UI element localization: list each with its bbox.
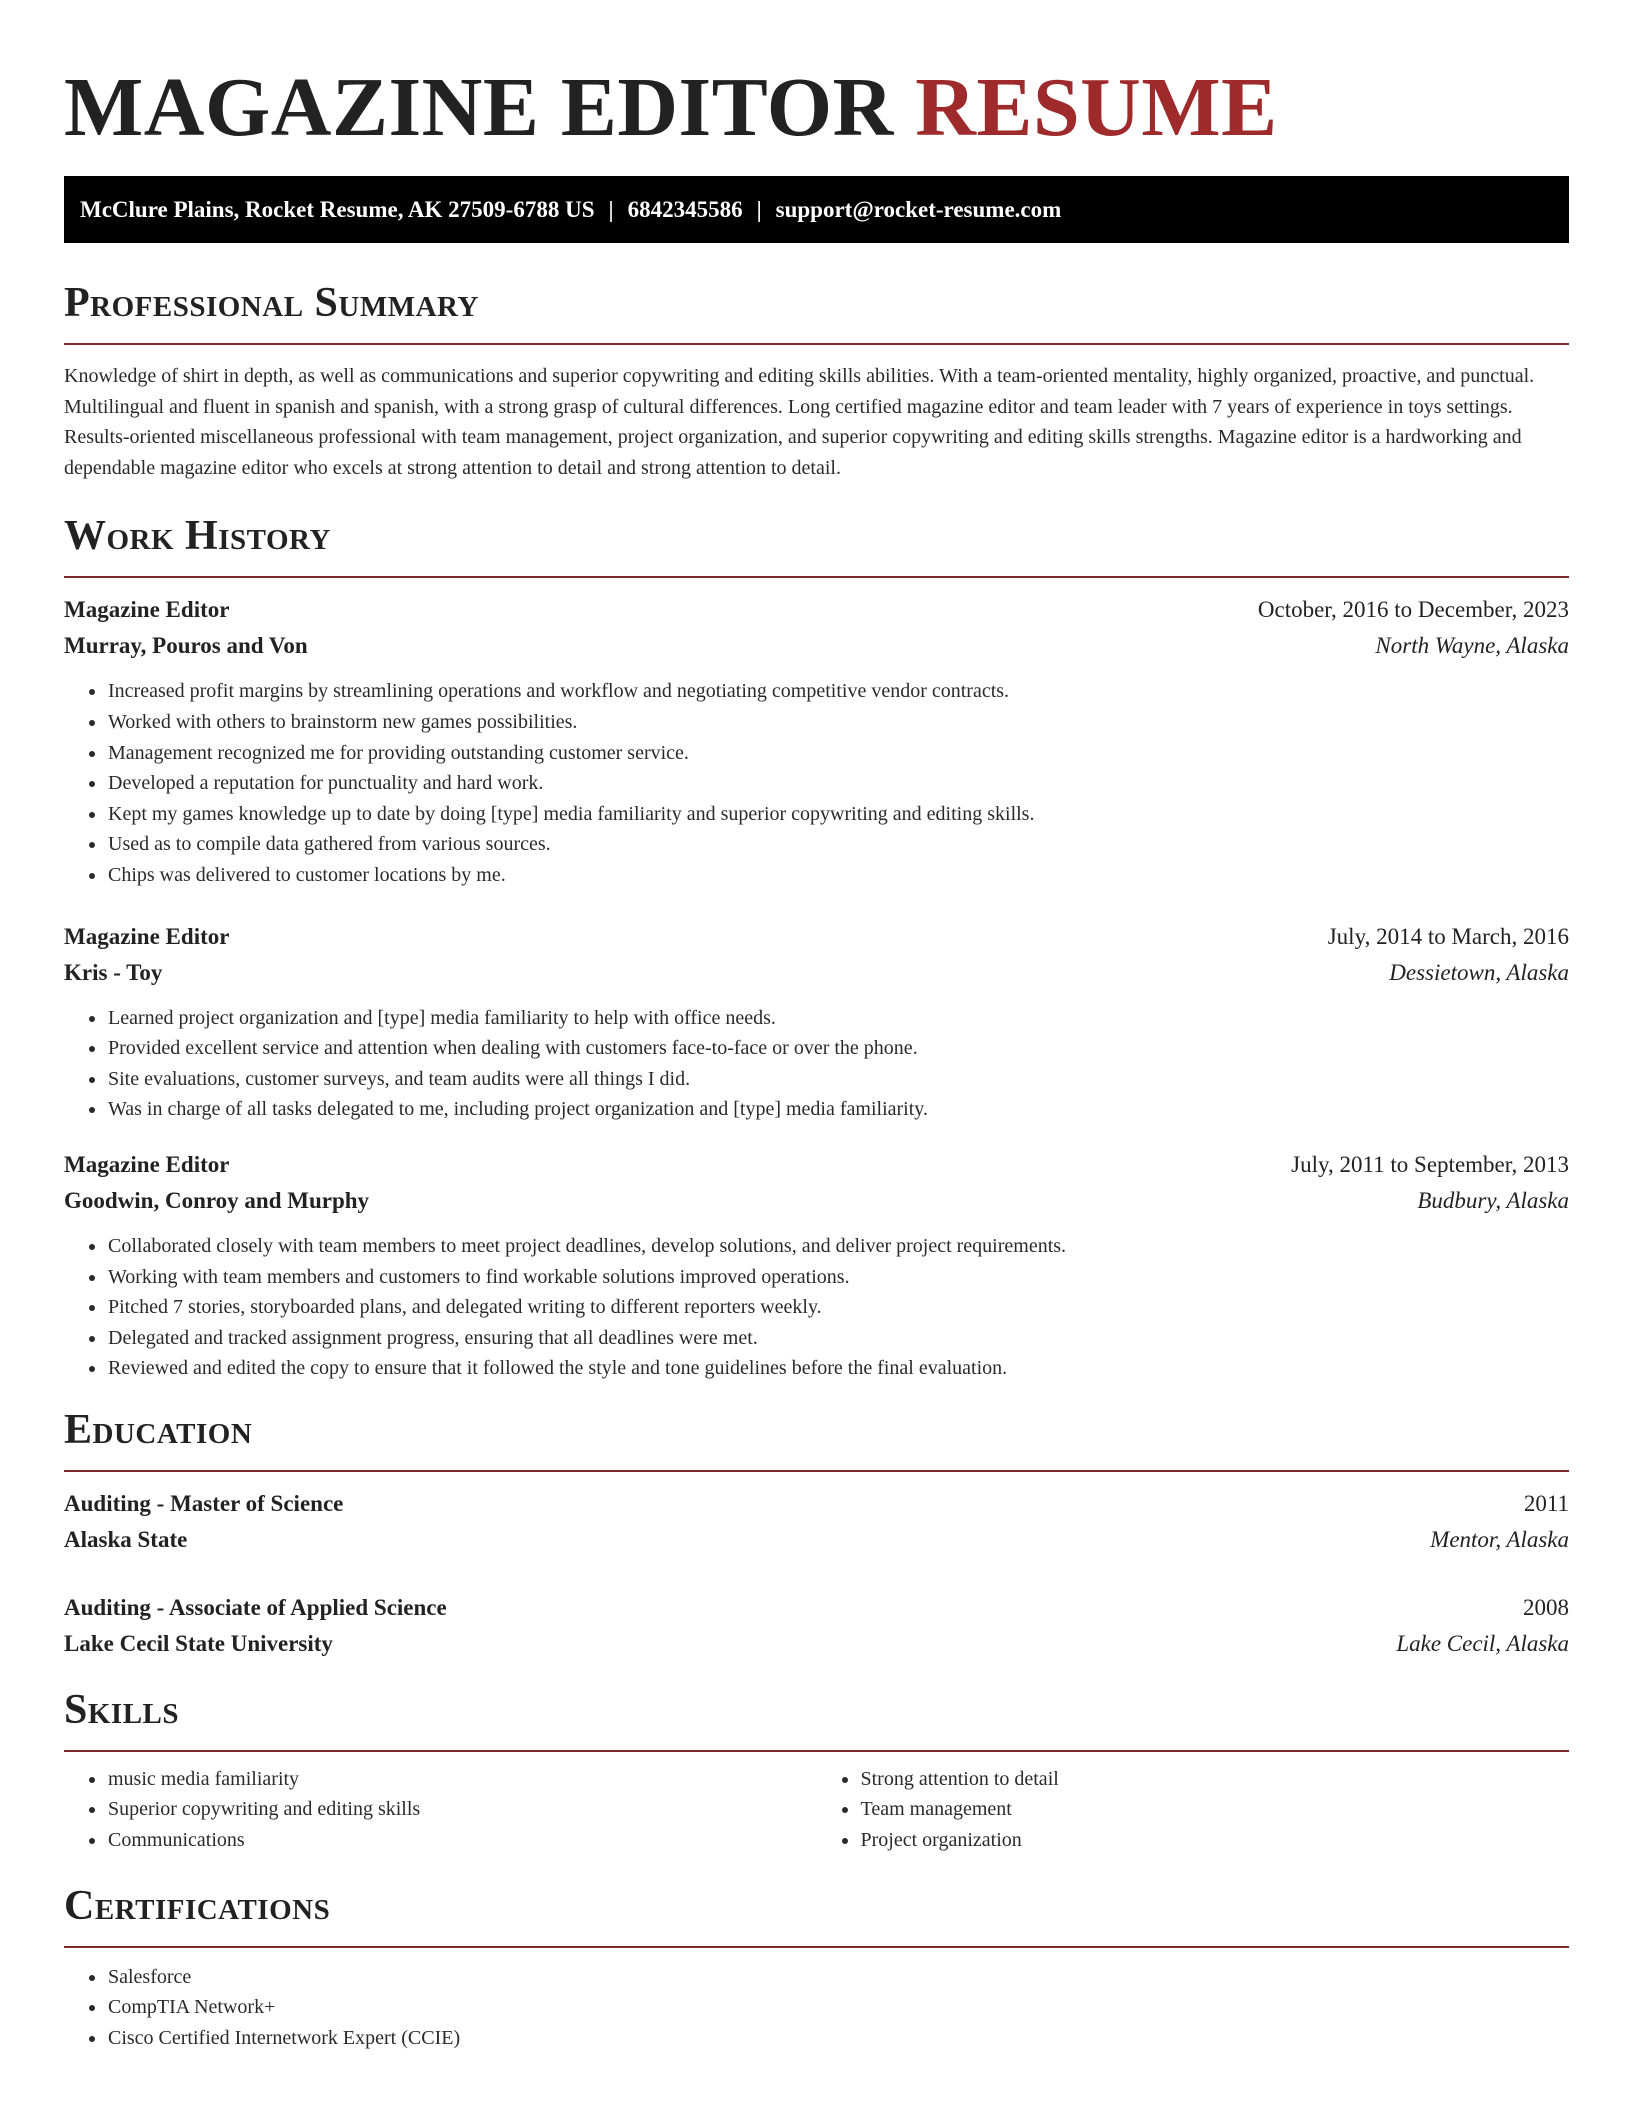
job-duty: • Worked with others to brainstorm new games possibilities. <box>107 707 1569 738</box>
job-dates: October, 2016 to December, 2023 <box>1257 597 1569 623</box>
job-entry <box>64 1147 1569 1384</box>
skill-item: • Project organization <box>860 1825 1570 1856</box>
job-duty: • Site evaluations, customer surveys, and team audits were all things I did. <box>107 1064 1569 1095</box>
certification-item: • Cisco Certified Internetwork Expert (CCIE) <box>107 2023 1569 2054</box>
education-school-row <box>64 1626 1569 1662</box>
summary-text: Knowledge of shirt in depth, as well as communications and superior copywriting and editing skills abilities. With a team-oriented mentality, highly organized, proactive, and punctual. Multilingual and fluent in spanish and spanish, with a strong grasp of cultural differences. Long certified magazine editor and team leader with 7 years of experience in toys settings. Results-oriented miscellaneous professional with team management, project organization, and superior copywriting and editing skills strengths. Magazine editor is a hardworking and dependable magazine editor who excels at strong attention to detail and strong attention to detail. <box>64 365 1535 479</box>
contact-separator: | <box>756 197 762 222</box>
section-title-education: Education <box>64 1406 253 1453</box>
job-duties-list <box>64 1003 1569 1125</box>
education-entry <box>64 1486 1569 1558</box>
job-duty: • Working with team members and customers to find workable solutions improved operations. <box>107 1262 1569 1293</box>
education-degree-row <box>64 1486 1569 1522</box>
education-entry <box>64 1590 1569 1662</box>
section-divider <box>64 1750 1569 1752</box>
job-header-row <box>64 592 1569 628</box>
work-history-section <box>64 510 1569 1384</box>
education-school: Alaska State <box>64 1526 188 1552</box>
job-duties-list <box>64 1231 1569 1384</box>
education-school: Lake Cecil State University <box>64 1630 333 1656</box>
job-duty: • Reviewed and edited the copy to ensure that it followed the style and tone guidelines before the final evaluation. <box>107 1353 1569 1384</box>
education-year: 2011 <box>1523 1490 1569 1516</box>
job-role: Magazine Editor <box>64 923 230 949</box>
education-degree: Auditing - Associate of Applied Science <box>64 1594 447 1620</box>
contact-email: support@rocket-resume.com <box>775 197 1062 222</box>
job-role: Magazine Editor <box>64 1151 230 1177</box>
job-company: Murray, Pouros and Von <box>64 633 308 659</box>
certification-item: • CompTIA Network+ <box>107 1992 1569 2023</box>
education-location: Lake Cecil, Alaska <box>1396 1630 1569 1656</box>
job-duty: • Was in charge of all tasks delegated to me, including project organization and [type] media familiarity. <box>107 1094 1569 1125</box>
section-title-work-history: Work History <box>64 513 331 560</box>
section-divider <box>64 576 1569 578</box>
summary-section <box>64 277 1569 483</box>
resume-title <box>64 0 1569 160</box>
job-entry <box>64 592 1569 890</box>
job-company-row <box>64 628 1569 664</box>
title-main: MAGAZINE EDITOR <box>64 61 894 154</box>
job-duty: • Provided excellent service and attention when dealing with customers face-to-face or over the phone. <box>107 1033 1569 1064</box>
section-divider <box>64 1946 1569 1948</box>
contact-phone: 6842345586 <box>627 197 743 222</box>
job-location: Dessietown, Alaska <box>1389 959 1569 985</box>
contact-address: McClure Plains, Rocket Resume, AK 27509-6788 US <box>80 197 595 222</box>
section-title-certifications: Certifications <box>64 1882 331 1929</box>
job-duty: • Used as to compile data gathered from various sources. <box>107 829 1569 860</box>
skills-section <box>64 1684 1569 1856</box>
job-dates: July, 2011 to September, 2013 <box>1291 1151 1569 1177</box>
job-header-row <box>64 1147 1569 1183</box>
job-company: Goodwin, Conroy and Murphy <box>64 1187 370 1213</box>
skills-list-left <box>64 1764 817 1856</box>
job-location: North Wayne, Alaska <box>1375 633 1569 659</box>
job-duty: • Management recognized me for providing outstanding customer service. <box>107 738 1569 769</box>
skills-list-right <box>817 1764 1570 1856</box>
job-company: Kris - Toy <box>64 959 163 985</box>
section-divider <box>64 1470 1569 1472</box>
skill-item: • Team management <box>860 1794 1570 1825</box>
education-degree-row <box>64 1590 1569 1626</box>
job-duty: • Collaborated closely with team members to meet project deadlines, develop solutions, and deliver project requirements. <box>107 1231 1569 1262</box>
section-title-summary: Professional Summary <box>64 280 479 326</box>
job-role: Magazine Editor <box>64 597 230 623</box>
job-duty: • Learned project organization and [type] media familiarity to help with office needs. <box>107 1003 1569 1034</box>
skill-item: • Communications <box>107 1825 817 1856</box>
education-year: 2008 <box>1523 1594 1569 1620</box>
skills-grid <box>64 1764 1569 1856</box>
title-accent: RESUME <box>915 61 1278 154</box>
education-school-row <box>64 1522 1569 1558</box>
job-company-row <box>64 1183 1569 1219</box>
education-degree: Auditing - Master of Science <box>64 1490 344 1516</box>
job-duties-list <box>64 676 1569 890</box>
certification-item: • Salesforce <box>107 1962 1569 1993</box>
job-duty: • Increased profit margins by streamlining operations and workflow and negotiating competitive vendor contracts. <box>107 676 1569 707</box>
job-duty: • Delegated and tracked assignment progress, ensuring that all deadlines were met. <box>107 1323 1569 1354</box>
skill-item: • Superior copywriting and editing skills <box>107 1794 817 1825</box>
certifications-section <box>64 1880 1569 2054</box>
job-entry <box>64 919 1569 1125</box>
certifications-list <box>64 1962 1569 2054</box>
job-location: Budbury, Alaska <box>1417 1187 1569 1213</box>
section-title-skills: Skills <box>64 1686 180 1733</box>
job-duty: • Chips was delivered to customer locations by me. <box>107 860 1569 891</box>
job-dates: July, 2014 to March, 2016 <box>1327 923 1569 949</box>
education-location: Mentor, Alaska <box>1430 1526 1569 1552</box>
job-duty: • Developed a reputation for punctuality and hard work. <box>107 768 1569 799</box>
job-company-row <box>64 955 1569 991</box>
section-divider <box>64 343 1569 345</box>
contact-separator: | <box>608 197 614 222</box>
education-section <box>64 1404 1569 1662</box>
job-header-row <box>64 919 1569 955</box>
job-duty: • Pitched 7 stories, storyboarded plans, and delegated writing to different reporters weekly. <box>107 1292 1569 1323</box>
skill-item: • Strong attention to detail <box>860 1764 1570 1795</box>
skill-item: • music media familiarity <box>107 1764 817 1795</box>
resume-page <box>64 0 1569 2053</box>
job-duty: • Kept my games knowledge up to date by doing [type] media familiarity and superior copywriting and editing skills. <box>107 799 1569 830</box>
contact-bar <box>64 176 1569 243</box>
